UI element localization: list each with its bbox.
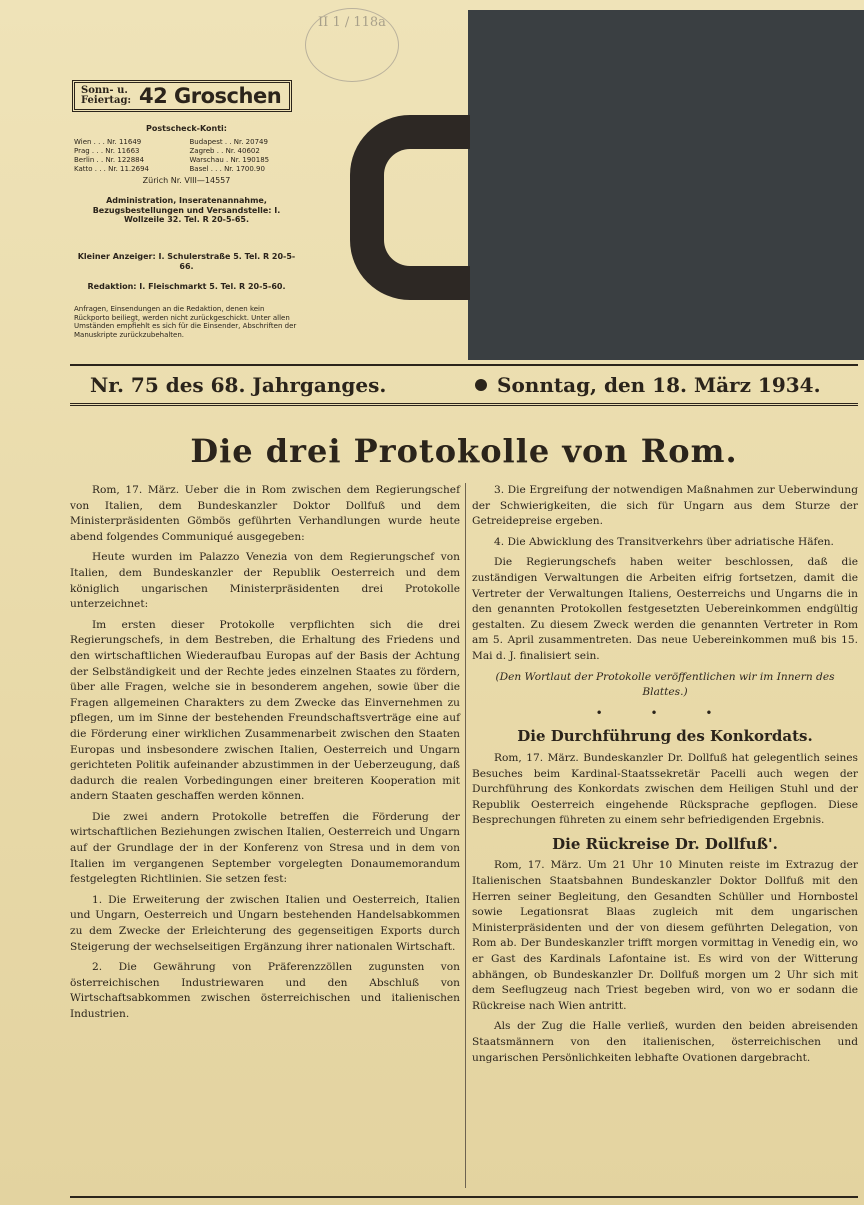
- issue-number: Nr. 75 des 68. Jahrganges.: [90, 373, 387, 397]
- postal-account: Budapest . . Nr. 20749: [189, 138, 268, 146]
- section-title-concordat: Die Durchführung des Konkordats.: [517, 727, 813, 746]
- issue-date: Sonntag, den 18. März 1934.: [497, 373, 821, 397]
- price-value: 42 Groschen: [139, 84, 282, 108]
- editor-note: (Den Wortlaut der Protokolle veröffentlichen wir im Innern des Blattes.): [495, 670, 835, 699]
- postal-account: Prag . . . Nr. 11663: [74, 147, 140, 155]
- section-separator: • • •: [595, 705, 735, 720]
- price-label: Sonn- u. Feiertag:: [81, 85, 132, 106]
- column-divider: [465, 483, 466, 1188]
- postal-account: Katto . . . Nr. 11.2694: [74, 165, 149, 173]
- right-column: [472, 483, 858, 1071]
- postal-account: Berlin . . Nr. 122884: [74, 156, 145, 164]
- administration-info: Administration, Inseratenannahme, Bezugsbestellungen und Versandstelle: I. Wollzeile 32. Tel. R 20-5-65.: [92, 196, 281, 224]
- postal-title: Postscheck-Konti:: [146, 124, 227, 133]
- dark-masking-block: [468, 10, 864, 360]
- bottom-rule: [70, 1196, 858, 1198]
- paragraph: Die zwei andern Protokolle betreffen die Förderung der wirtschaftlichen Beziehungen zwischen Italien, Oesterreich und Ungarn auf der Grundlage der in der Konferenz von Stresa und in dem von Italien im vergangenen September vorgelegten Donaumemorandum festgelegten Richtlinien. Sie setzen fest:: [70, 810, 460, 886]
- pencil-archive-note: II 1 / 118a: [305, 8, 399, 82]
- paragraph: Rom, 17. März. Um 21 Uhr 10 Minuten reiste im Extrazug der Italienischen Staatsbahnen Bundeskanzler Doktor Dollfuß mit den Herren seiner Begleitung, den Gesandten Schüller und Hornbostel sowie Legationsrat Blaas zugleich mit dem ungarischen Ministerpräsidenten und der von diesem geführten Delegation, von Rom ab. Der Bundeskanzler trifft morgen vormittag in Venedig ein, wo er Gast des Kardinals Lafontaine ist. Es wird von der Witterung abhängen, ob Bundeskanzler Dr. Dollfuß morgen um 2 Uhr sich mit dem Seeflugzeug nach Triest begeben wird, von wo er sodann die Rückreise nach Wien antritt.: [472, 859, 858, 1012]
- postal-zurich: Zürich Nr. VIII—14557: [142, 176, 231, 185]
- submission-notice: Anfragen, Einsendungen an die Redaktion, denen kein Rückporto beiliegt, werden nicht zurückgeschickt. Unter allen Umständen empfiehlt es sich für die Einsender, Abschriften der Manuskripte zurückzubehalten.: [74, 305, 297, 339]
- paragraph: Als der Zug die Halle verließ, wurden den beiden abreisenden Staatsmännern von den italienischen, österreichischen und ungarischen Persönlichkeiten lebhafte Ovationen dargebracht.: [472, 1020, 858, 1064]
- paragraph: Im ersten dieser Protokolle verpflichten sich die drei Regierungschefs, in dem Bestreben, die Erhaltung des Friedens und den wirtschaftlichen Wiederaufbau Europas auf der Basis der Achtung der Selbständigkeit und der Rechte jedes einzelnen Staates zu fördern, über alle Fragen, welche sie in besonderem angehen, sowie über die Fragen allgemeinen Charakters zu dem Zwecke das Einvernehmen zu pflegen, um im Sinne der bestehenden Freundschaftsverträge eine auf die Förderung einer wirklichen Zusammenarbeit zwischen den Staaten Europas und insbesondere zwischen Italien, Oesterreich und Ungarn gerichteten Politik aufeinander abzustimmen in der Ueberzeugung, daß dadurch die realen Vorbedingungen einer breiteren Kooperation mit andern Staaten geschaffen werden können.: [70, 618, 460, 803]
- paragraph: 4. Die Abwicklung des Transitverkehrs über adriatische Häfen.: [494, 535, 834, 548]
- page-headline: Die drei Protokolle von Rom.: [190, 432, 738, 470]
- postal-account: Basel . . . Nr. 1700.90: [189, 165, 265, 173]
- postal-account: Warschau . Nr. 190185: [189, 156, 270, 164]
- paragraph: 1. Die Erweiterung der zwischen Italien und Oesterreich, Italien und Ungarn, Oesterreich und Ungarn bestehenden Handelsabkommen zu dem Zwecke der Erleichterung des gegenseitigen Exports durch Steigerung der wechselseitigen Ergänzung ihrer nationalen Wirtschaft.: [70, 893, 460, 953]
- postal-account: Zagreb . . Nr. 40602: [189, 147, 260, 155]
- left-column: [70, 483, 460, 1028]
- masthead-logo-letter: [350, 115, 470, 300]
- issue-date-wrap: [475, 373, 821, 397]
- paragraph: Die Regierungschefs haben weiter beschlossen, daß die zuständigen Verwaltungen die Arbeiten eifrig fortsetzen, damit die Vertreter der Verwaltungen Italiens, Oesterreichs und Ungarns die in den genannten Protokollen festgesetzten Uebereinkommen endgültig gestalten. Zu diesem Zweck werden die genannten Vertreter in Rom am 5. April zusammentreten. Das neue Uebereinkommen muß bis 15. Mai d. J. finalisiert sein.: [472, 556, 858, 662]
- paragraph: Rom, 17. März. Bundeskanzler Dr. Dollfuß hat gelegentlich seines Besuches beim Kardinal-Staatssekretär Pacelli auch wegen der Durchführung des Konkordats zwischen dem Heiligen Stuhl und der Republik Oesterreich eingehende Rücksprache gepflogen. Diese Besprechungen führeten zu einem sehr befriedigenden Ergebnis.: [472, 751, 858, 827]
- masthead-rule-top: [70, 364, 858, 366]
- price-box: [72, 80, 292, 112]
- section-title-return: Die Rückreise Dr. Dollfuß'.: [552, 834, 778, 853]
- postal-accounts: [74, 138, 299, 174]
- masthead-rule-bottom: [70, 403, 858, 406]
- bullet-icon: [475, 379, 487, 391]
- small-ads-info: Kleiner Anzeiger: I. Schulerstraße 5. Tel. R 20-5-66.: [77, 252, 296, 271]
- paragraph: 2. Die Gewährung von Präferenzzöllen zugunsten von österreichischen Industriewaren und den Abschluß von Wirtschaftsabkommen zwischen österreichischen und italienischen Industrien.: [70, 961, 460, 1020]
- paragraph: 3. Die Ergreifung der notwendigen Maßnahmen zur Ueberwindung der Schwierigkeiten, die sich für Ungarn aus dem Sturze der Getreidepreise ergeben.: [472, 484, 858, 528]
- paragraph: Rom, 17. März. Ueber die in Rom zwischen dem Regierungschef von Italien, dem Bundeskanzler Doktor Dollfuß und dem Ministerpräsidenten Gömbös geführten Verhandlungen wurde heute abend folgendes Communiqué ausgegeben:: [70, 484, 460, 543]
- editorial-info: Redaktion: I. Fleischmarkt 5. Tel. R 20-5-60.: [87, 282, 286, 291]
- paragraph: Heute wurden im Palazzo Venezia von dem Regierungschef von Italien, dem Bundeskanzler der Republik Oesterreich und dem königlich ungarischen Ministerpräsidenten drei Protokolle unterzeichnet:: [70, 551, 460, 611]
- postal-account: Wien . . . Nr. 11649: [74, 138, 142, 146]
